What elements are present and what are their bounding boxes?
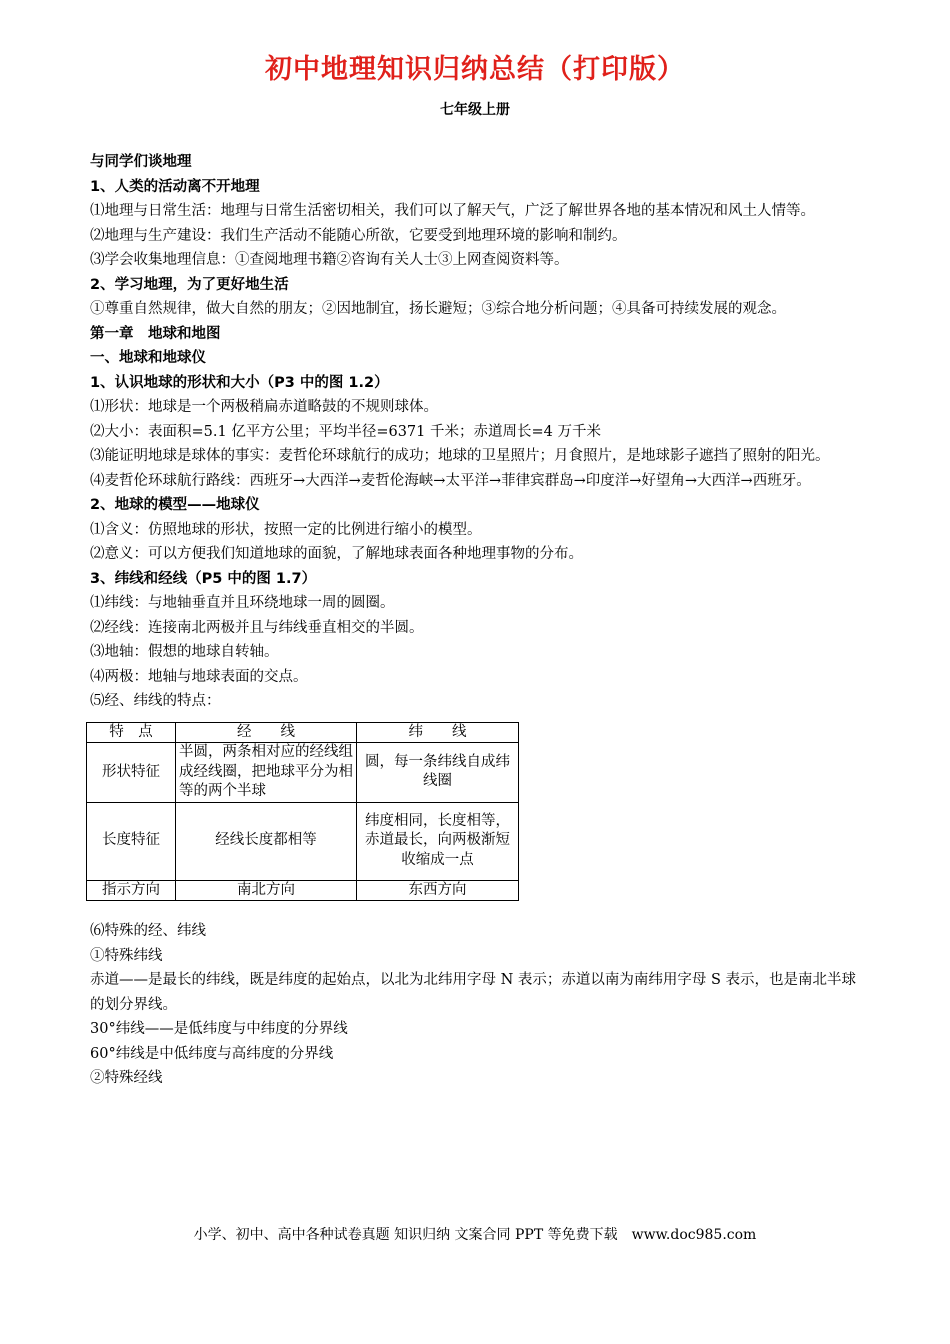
meridian-parallel-table xyxy=(86,722,519,902)
paragraph: ⑹特殊的经、纬线 xyxy=(90,923,206,939)
paragraph: 60°纬线是中低纬度与高纬度的分界线 xyxy=(90,1045,334,1062)
paragraph: ⑴含义：仿照地球的形状，按照一定的比例进行缩小的模型。 xyxy=(90,521,482,538)
paragraph: ⑵经线：连接南北两极并且与纬线垂直相交的半圆。 xyxy=(90,619,424,636)
paragraph: ⑴纬线：与地轴垂直并且环绕地球一周的圆圈。 xyxy=(90,595,395,611)
paragraph: ⑵大小：表面积=5.1 亿平方公里；平均半径=6371 千米；赤道周长=4 万千米 xyxy=(90,423,601,440)
table-row xyxy=(87,743,519,803)
table-cell: 纬度相同，长度相等，赤道最长，向两极渐短收缩成一点 xyxy=(357,802,519,880)
paragraph: ⑶地轴：假想的地球自转轴。 xyxy=(90,644,279,660)
paragraph: ⑵地理与生产建设：我们生产活动不能随心所欲，它要受到地理环境的影响和制约。 xyxy=(90,227,627,244)
table-row xyxy=(87,880,519,901)
paragraph: 30°纬线——是低纬度与中纬度的分界线 xyxy=(90,1021,348,1037)
paragraph: 赤道——是最长的纬线，既是纬度的起始点，以北为北纬用字母 N 表示；赤道以南为南纬用字母 S 表示，也是南北半球的划分界线。 xyxy=(90,972,857,1013)
paragraph: ⑷两极：地轴与地球表面的交点。 xyxy=(90,668,308,685)
table-cell: 经线长度都相等 xyxy=(176,802,357,880)
paragraph: ①特殊纬线 xyxy=(90,947,163,964)
table-header-row xyxy=(87,722,519,743)
table-cell: 南北方向 xyxy=(176,880,357,901)
document-title: 初中地理知识归纳总结（打印版） xyxy=(265,54,685,85)
table-header-cell: 经 线 xyxy=(176,722,357,743)
table-row xyxy=(87,802,519,880)
table-cell: 东西方向 xyxy=(357,880,519,901)
paragraph: ⑴形状：地球是一个两极稍扁赤道略鼓的不规则球体。 xyxy=(90,399,438,415)
section-heading: 2、地球的模型——地球仪 xyxy=(90,497,260,513)
paragraph: ①尊重自然规律，做大自然的朋友；②因地制宜，扬长避短；③综合地分析问题；④具备可持续发展的观念。 xyxy=(90,301,786,317)
section-heading: 与同学们谈地理 xyxy=(90,154,192,170)
table-cell: 指示方向 xyxy=(87,880,176,901)
section-heading: 1、认识地球的形状和大小（P3 中的图 1.2） xyxy=(90,374,389,391)
section-heading: 一、地球和地球仪 xyxy=(90,350,206,366)
paragraph: ⑶学会收集地理信息：①查阅地理书籍②咨询有关人士③上网查阅资料等。 xyxy=(90,252,569,268)
section-heading: 2、学习地理，为了更好地生活 xyxy=(90,276,289,293)
chapter-heading: 第一章 地球和地图 xyxy=(90,325,221,342)
table-cell: 长度特征 xyxy=(87,802,176,880)
section-heading: 1、人类的活动离不开地理 xyxy=(90,178,260,195)
paragraph: ⑸经、纬线的特点： xyxy=(90,693,221,709)
section-heading: 3、纬线和经线（P5 中的图 1.7） xyxy=(90,570,317,587)
document-subtitle: 七年级上册 xyxy=(440,102,510,118)
paragraph: ⑵意义：可以方便我们知道地球的面貌，了解地球表面各种地理事物的分布。 xyxy=(90,546,583,562)
table-cell: 半圆，两条相对应的经线组成经线圈，把地球平分为相等的两个半球 xyxy=(176,743,357,803)
document-body xyxy=(90,150,870,1091)
page-footer: 小学、初中、高中各种试卷真题 知识归纳 文案合同 PPT 等免费下载 www.doc985.com xyxy=(193,1227,757,1243)
table-cell: 圆，每一条纬线自成纬线圈 xyxy=(357,743,519,803)
paragraph: ②特殊经线 xyxy=(90,1070,163,1086)
table-cell: 形状特征 xyxy=(87,743,176,803)
table-header-cell: 特 点 xyxy=(87,722,176,743)
paragraph: ⑶能证明地球是球体的事实：麦哲伦环球航行的成功；地球的卫星照片；月食照片，是地球影子遮挡了照射的阳光。 xyxy=(90,448,830,464)
paragraph: ⑷麦哲伦环球航行路线：西班牙→大西洋→麦哲伦海峡→太平洋→菲律宾群岛→印度洋→好望角→大西洋→西班牙。 xyxy=(90,472,811,489)
table-header-cell: 纬 线 xyxy=(357,722,519,743)
paragraph: ⑴地理与日常生活：地理与日常生活密切相关，我们可以了解天气，广泛了解世界各地的基本情况和风土人情等。 xyxy=(90,203,815,219)
